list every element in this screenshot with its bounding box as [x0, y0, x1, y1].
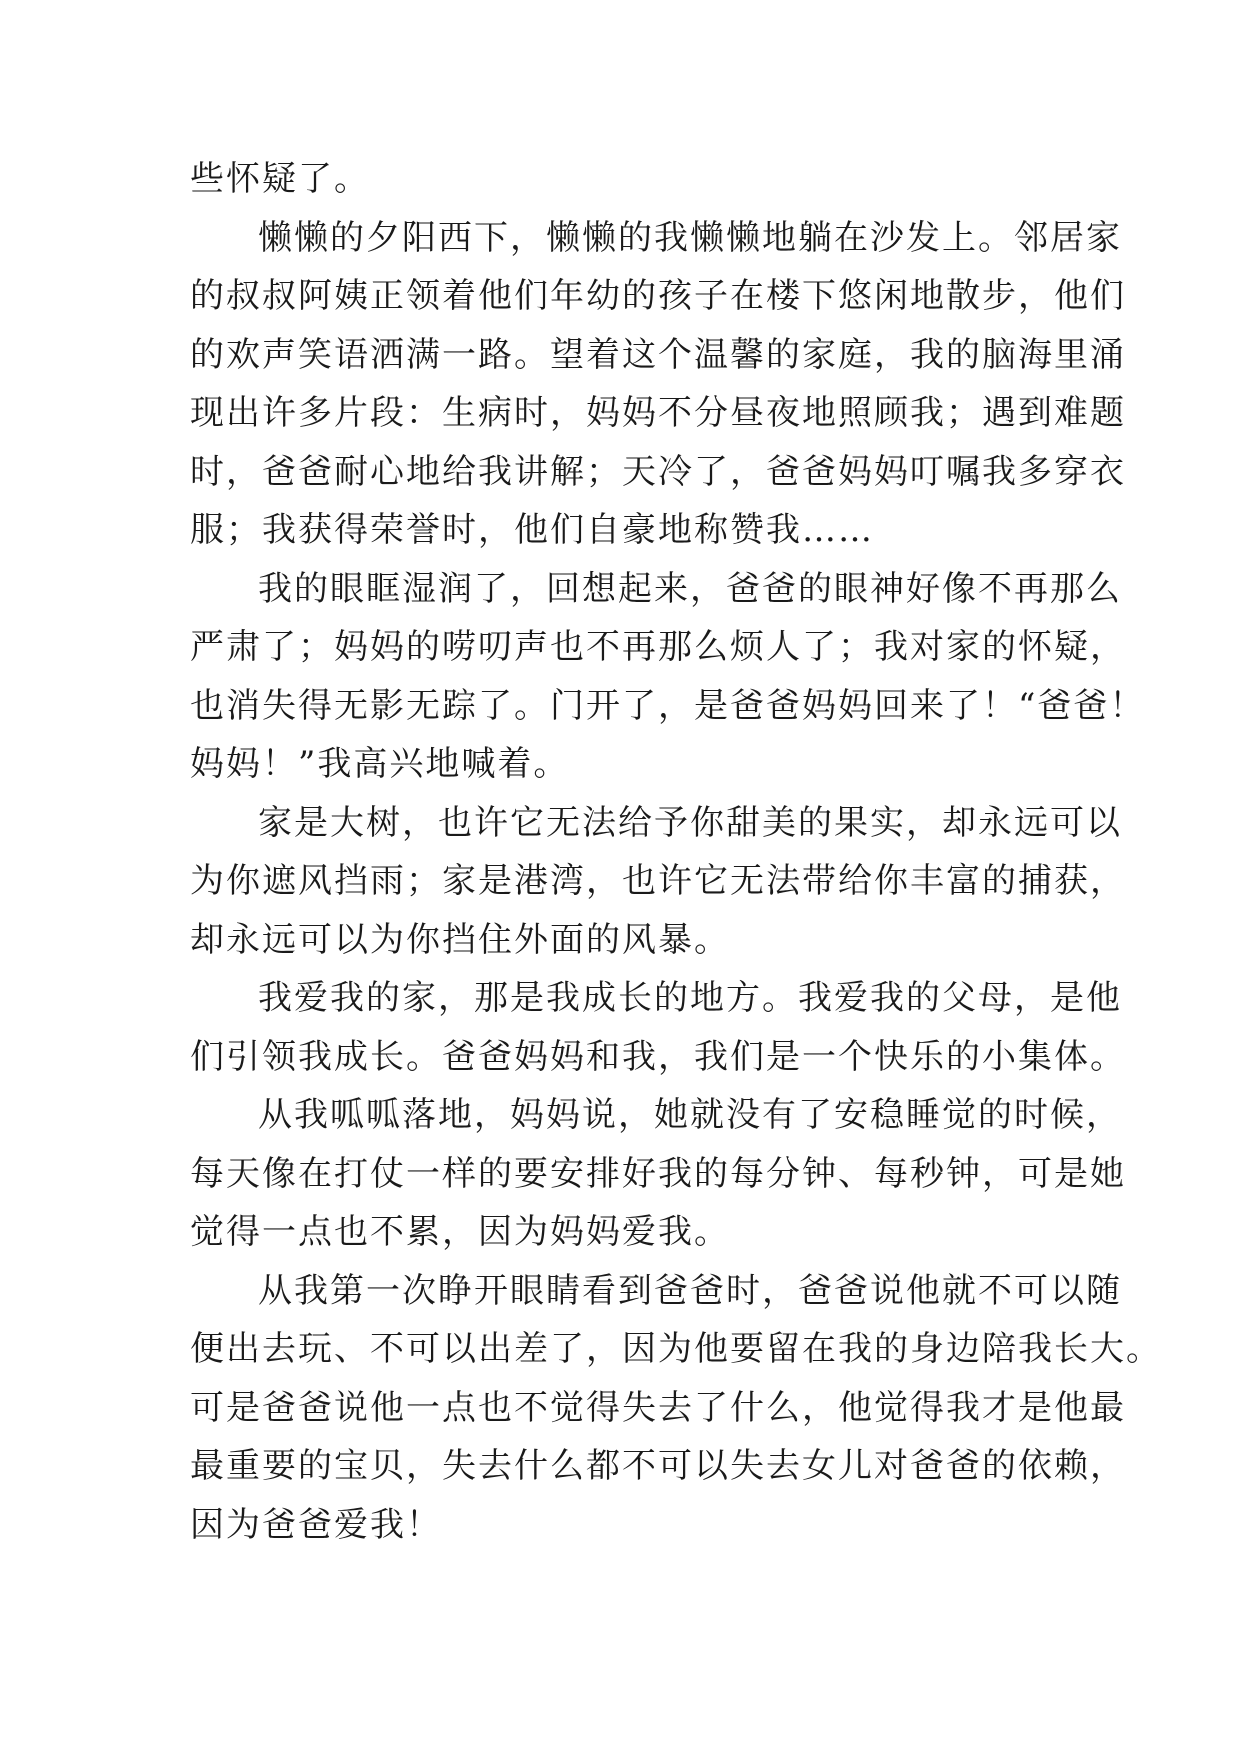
- paragraph: [190, 794, 1126, 970]
- text-line: 最重要的宝贝，失去什么都不可以失去女儿对爸爸的依赖，: [190, 1446, 1126, 1486]
- text-line: 从我呱呱落地，妈妈说，她就没有了安稳睡觉的时候，: [258, 1095, 1122, 1135]
- text-line: 懒懒的夕阳西下，懒懒的我懒懒地躺在沙发上。邻居家: [258, 217, 1122, 258]
- text-line: 的叔叔阿姨正领着他们年幼的孩子在楼下悠闲地散步，他们: [190, 276, 1126, 316]
- text-line: 便出去玩、不可以出差了，因为他要留在我的身边陪我长大。: [190, 1329, 1162, 1369]
- text-line: 为你遮风挡雨；家是港湾，也许它无法带给你丰富的捕获，: [190, 861, 1126, 901]
- body-text: [190, 150, 1162, 1554]
- text-line: 因为爸爸爱我！: [190, 1504, 442, 1545]
- text-line: 觉得一点也不累，因为妈妈爱我。: [190, 1212, 730, 1252]
- text-line: 们引领我成长。爸爸妈妈和我，我们是一个快乐的小集体。: [190, 1036, 1126, 1077]
- text-line: 从我第一次睁开眼睛看到爸爸时，爸爸说他就不可以随: [258, 1270, 1122, 1311]
- text-line: 些怀疑了。: [190, 159, 370, 199]
- paragraph: [190, 209, 1126, 560]
- text-line: 我的眼眶湿润了，回想起来，爸爸的眼神好像不再那么: [258, 568, 1122, 609]
- text-line: 家是大树，也许它无法给予你甜美的果实，却永远可以: [258, 802, 1122, 843]
- text-line: 时，爸爸耐心地给我讲解；天冷了，爸爸妈妈叮嘱我多穿衣: [190, 451, 1126, 492]
- text-line: 服；我获得荣誉时，他们自豪地称赞我……: [190, 510, 874, 550]
- text-line: 每天像在打仗一样的要安排好我的每分钟、每秒钟，可是她: [190, 1153, 1126, 1194]
- text-line: 也消失得无影无踪了。门开了，是爸爸妈妈回来了！“爸爸！: [190, 685, 1146, 726]
- text-line: 严肃了；妈妈的唠叨声也不再那么烦人了；我对家的怀疑，: [190, 627, 1126, 667]
- paragraph: [190, 150, 1060, 209]
- text-line: 的欢声笑语洒满一路。望着这个温馨的家庭，我的脑海里涌: [190, 334, 1126, 375]
- paragraph: [190, 560, 1146, 794]
- text-line: 现出许多片段：生病时，妈妈不分昼夜地照顾我；遇到难题: [190, 393, 1126, 433]
- text-line: 妈妈！”我高兴地喊着。: [190, 744, 570, 784]
- paragraph: [190, 969, 1126, 1086]
- paragraph: [190, 1262, 1162, 1555]
- text-line: 却永远可以为你挡住外面的风暴。: [190, 919, 730, 960]
- text-line: 我爱我的家，那是我成长的地方。我爱我的父母，是他: [258, 978, 1122, 1018]
- text-line: 可是爸爸说他一点也不觉得失去了什么，他觉得我才是他最: [190, 1387, 1126, 1428]
- paragraph: [190, 1086, 1126, 1262]
